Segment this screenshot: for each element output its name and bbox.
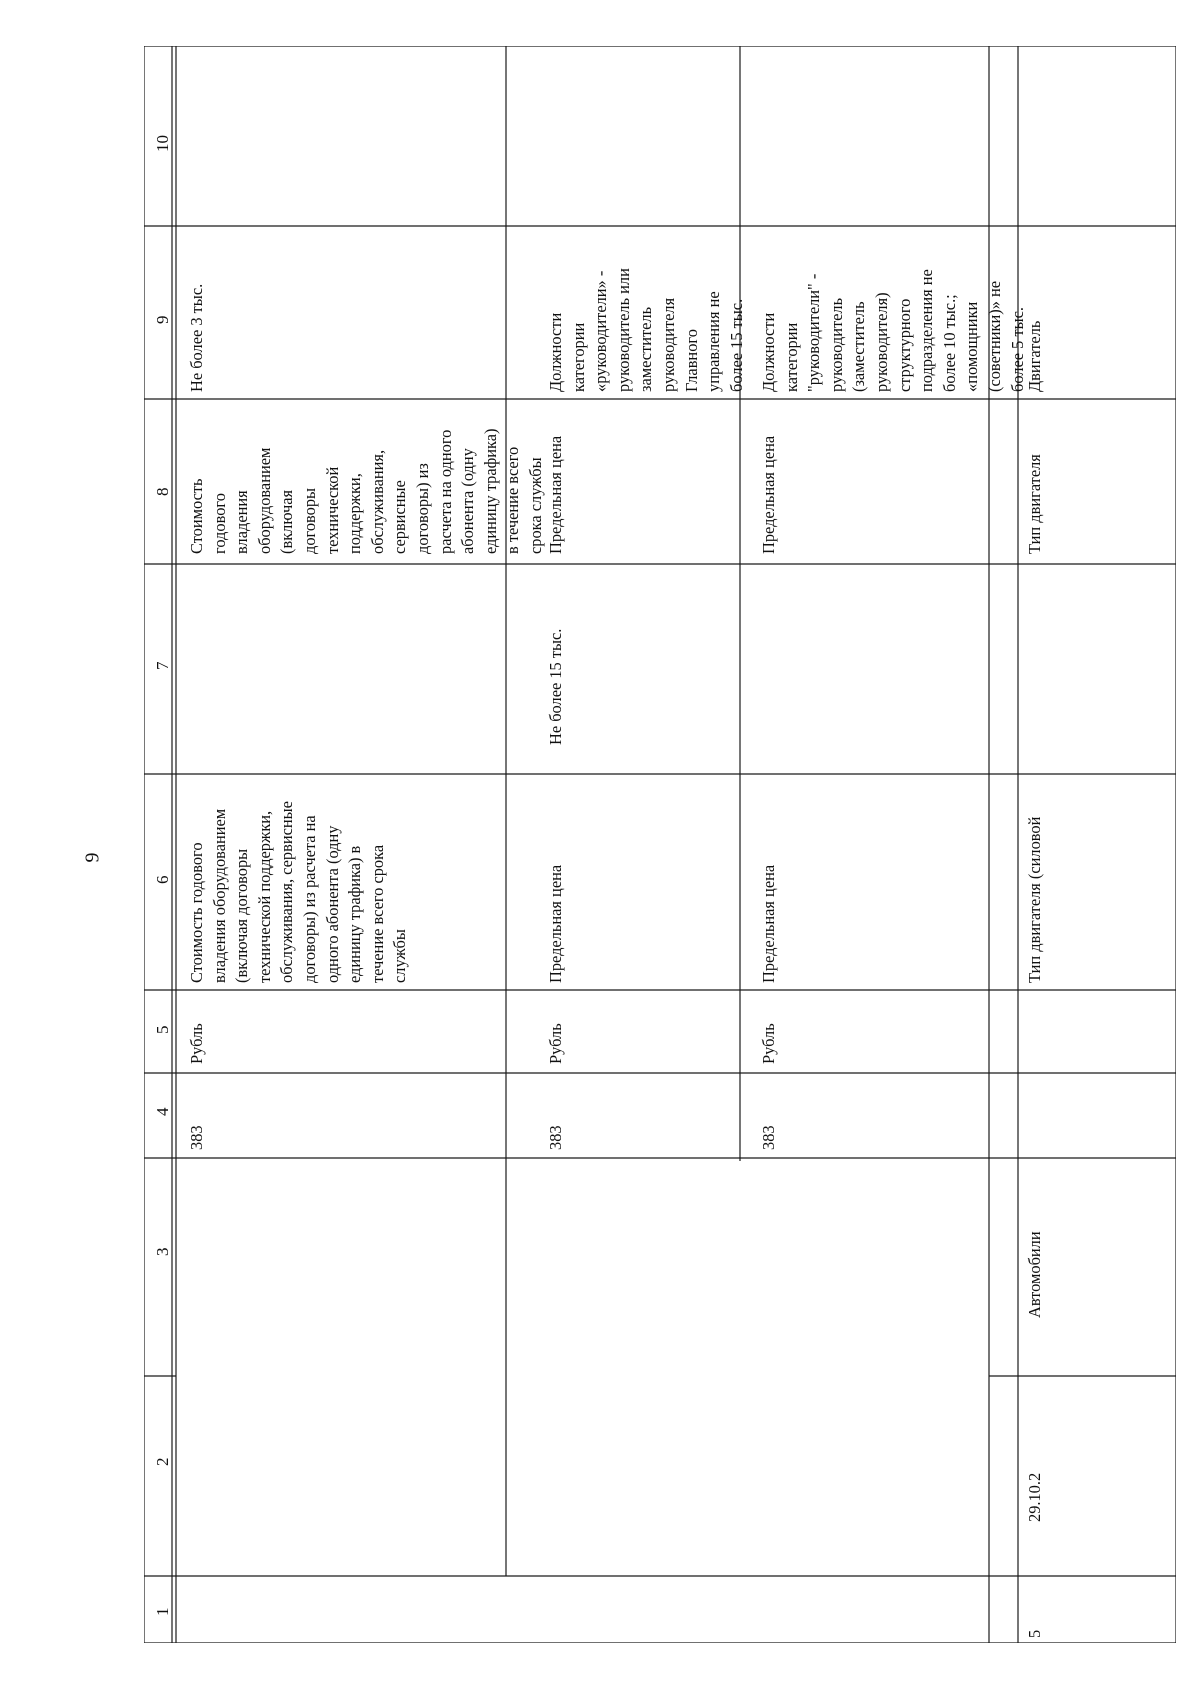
cell-text-line: (включая договоры	[232, 848, 252, 983]
cell-text-line: руководителя)	[871, 292, 891, 392]
cell-text-line: течение всего срока	[367, 844, 387, 983]
cell-text-line: категории	[568, 322, 588, 392]
cell-text-line: расчета на одного	[435, 429, 455, 554]
cell-text-line: более 15 тыс.	[726, 298, 746, 392]
cell-text-line: руководителя	[658, 297, 678, 392]
cell-text-line: Предельная цена	[546, 864, 565, 983]
cell-text-line: в течение всего	[503, 446, 523, 554]
cell-text-line: руководитель	[826, 297, 846, 392]
cell-text-line: (советники)» не	[984, 280, 1004, 392]
cell-text-line: (заместитель	[849, 301, 869, 392]
cell-text-line: Предельная цена	[546, 435, 565, 554]
cell-text-line: более 10 тыс.;	[939, 294, 959, 392]
cell-text-line: сервисные	[390, 480, 410, 554]
cell-text-line: Стоимость	[187, 478, 206, 554]
cell-text-line: «помощники	[962, 301, 982, 392]
cell-text-line: управления не	[704, 291, 724, 392]
cell-text-line: службы	[390, 929, 410, 983]
cell-text-line: обслуживания,	[367, 449, 387, 554]
cell-text-line: обслуживания, сервисные	[277, 801, 297, 983]
cell-text-line: Стоимость годового	[187, 842, 206, 983]
cell-text-line: (включая	[277, 489, 297, 554]
cell-text-line: Тип двигателя	[1025, 454, 1044, 554]
cell-text-line: договоры) из расчета на	[299, 815, 319, 983]
cell-text-line: оборудованием	[254, 447, 274, 554]
cell-text-line: «руководители» -	[591, 270, 611, 392]
cell-text-line: единицу трафика) в	[345, 845, 365, 983]
cell-text-line: технической поддержки,	[254, 810, 274, 983]
cell-text-line: одного абонента (одну	[322, 825, 342, 983]
cell-text-line: Предельная цена	[759, 435, 778, 554]
cell-text-line: руководитель или	[613, 268, 633, 392]
cell-text-line: Должности	[759, 312, 778, 392]
cell-text-line: Должности	[546, 312, 565, 392]
cell-text-line: договоры) из	[412, 463, 432, 554]
cell-text-line: категории	[781, 322, 801, 392]
cell-text-line: владения оборудованием	[209, 808, 229, 983]
cell-text-line: более 5 тыс.	[1007, 307, 1027, 392]
cell-text-line: Главного	[681, 329, 701, 392]
cell-text-line: Не более 3 тыс.	[187, 283, 206, 392]
cell-text-line: Тип двигателя (силовой	[1025, 816, 1044, 983]
cell-text-line: годового	[209, 493, 229, 554]
cell-text-line: технической	[322, 466, 342, 554]
cell-text-line: заместитель	[636, 306, 656, 392]
cell-text-line: абонента (одну	[458, 448, 478, 554]
cell-text-line: структурного	[894, 298, 914, 392]
cell-text-line: подразделения не	[917, 269, 937, 392]
cell-text-line: владения	[232, 490, 252, 554]
cell-text-line: Предельная цена	[759, 864, 778, 983]
page-number: 9	[81, 852, 104, 863]
cell-text-line: срока службы	[525, 457, 545, 554]
cell-text-line: единицу трафика)	[480, 428, 500, 554]
cell-text-line: Двигатель	[1025, 320, 1044, 392]
cell-text-line: договоры	[299, 487, 319, 554]
cell-text-line: поддержки,	[345, 473, 365, 554]
cell-text-line: "руководители" -	[804, 273, 824, 392]
